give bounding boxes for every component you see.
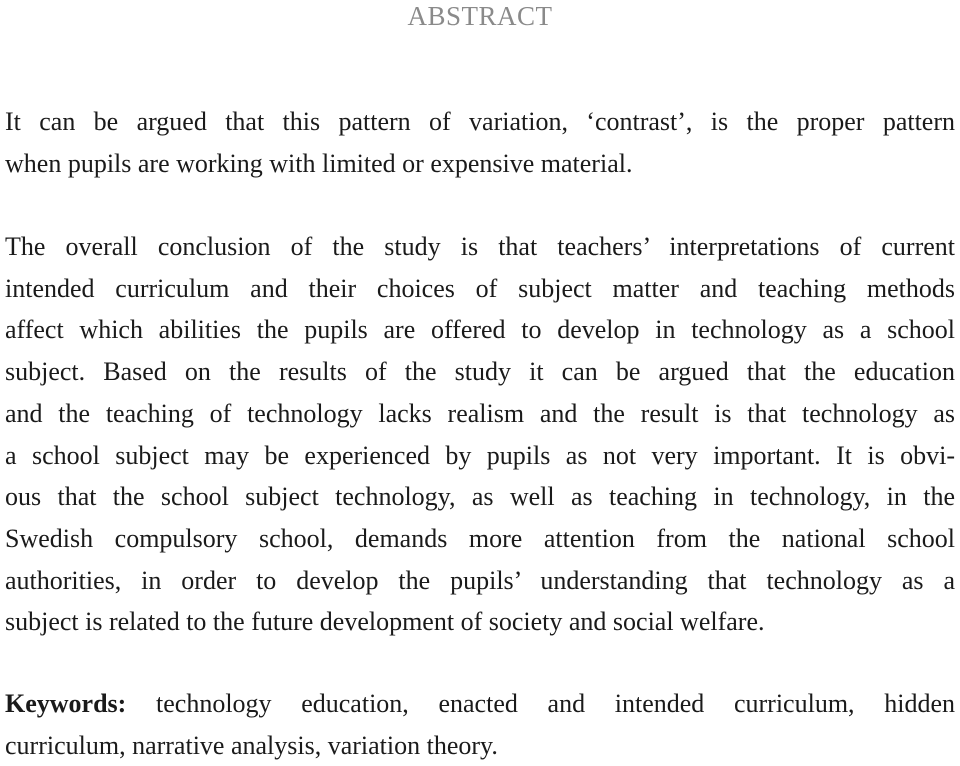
paragraph-1-line: when pupils are working with limited or expensive material. <box>5 148 633 178</box>
keywords-line-1 <box>5 683 955 725</box>
paragraph-2-line: The overall conclusion of the study is that teachers’ interpretations of current <box>5 232 955 261</box>
paragraph-1 <box>5 101 955 184</box>
paragraph-2-line: subject. Based on the results of the study it can be argued that the education <box>5 357 955 387</box>
paragraph-1-line: It can be argued that this pattern of variation, ‘contrast’, is the proper pattern <box>5 107 955 136</box>
keywords-label: Keywords: <box>5 689 127 718</box>
paragraph-2-line: and the teaching of technology lacks realism and the result is that technology as <box>5 398 955 428</box>
paragraph-2-line: ous that the school subject technology, as well as teaching in technology, in the <box>5 482 955 512</box>
paragraph-2-line: Swedish compulsory school, demands more attention from the national school <box>5 523 955 553</box>
paragraph-2 <box>5 226 955 643</box>
abstract-heading: ABSTRACT <box>407 1 553 31</box>
keywords-text-1: technology education, enacted and intended curriculum, hidden <box>156 689 955 718</box>
paragraph-2-line: affect which abilities the pupils are offered to develop in technology as a school <box>5 315 955 345</box>
paragraph-2-line: intended curriculum and their choices of subject matter and teaching methods <box>5 273 955 303</box>
paragraph-2-line: subject is related to the future development of society and social welfare. <box>5 607 765 637</box>
paragraph-2-line: authorities, in order to develop the pupils’ understanding that technology as a <box>5 565 955 595</box>
keywords-line-2: curriculum, narrative analysis, variation theory. <box>5 730 498 760</box>
keywords-block <box>5 683 955 766</box>
paragraph-2-line: a school subject may be experienced by pupils as not very important. It is obvi- <box>5 440 955 470</box>
